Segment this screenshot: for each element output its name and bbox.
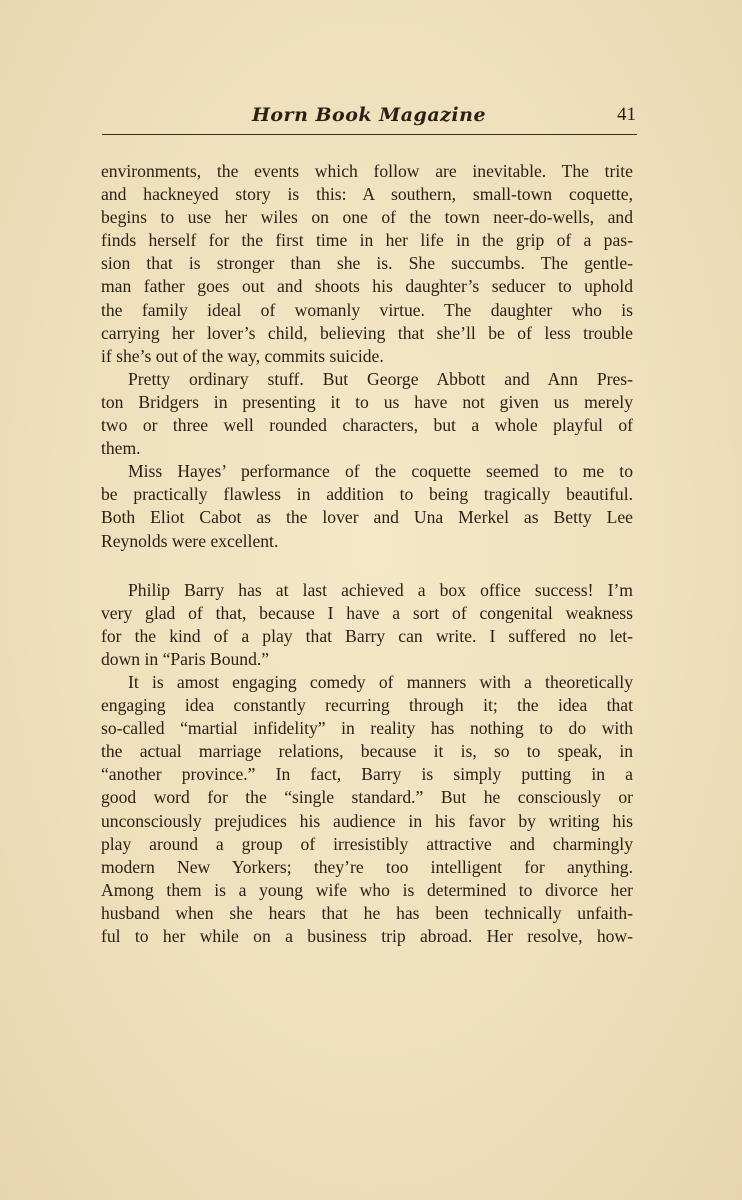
text-line: husband when she hears that he has been technically unfaith- (101, 902, 633, 923)
section-gap (101, 553, 633, 579)
paragraph (101, 460, 633, 552)
text-line: Both Eliot Cabot as the lover and Una Merkel as Betty Lee (101, 507, 633, 528)
text-line: unconsciously prejudices his audience in his favor by writing his (101, 810, 633, 831)
text-line: Among them is a young wife who is determined to divorce her (101, 879, 633, 900)
text-line: Miss Hayes’ performance of the coquette seemed to me to (128, 461, 633, 482)
paragraph (101, 160, 633, 368)
header-rule (102, 134, 637, 135)
text-line: ton Bridgers in presenting it to us have not given us merely (101, 391, 633, 412)
page-number: 41 (617, 104, 636, 125)
text-line: for the kind of a play that Barry can write. I suffered no let- (101, 625, 633, 646)
journal-title: Horn Book Magazine (251, 104, 487, 126)
text-line: play around a group of irresistibly attractive and charmingly (101, 833, 633, 854)
text-line: Reynolds were excellent. (101, 530, 279, 551)
text-line: environments, the events which follow are inevitable. The trite (101, 161, 633, 181)
text-line: carrying her lover’s child, believing that she’ll be of less trouble (101, 322, 633, 343)
text-line: very glad of that, because I have a sort of congenital weakness (101, 602, 633, 623)
text-line: the family ideal of womanly virtue. The daughter who is (101, 299, 633, 320)
text-line: so-called “martial infidelity” in reality has nothing to do with (101, 718, 633, 739)
text-line: them. (101, 438, 141, 459)
text-line: Philip Barry has at last achieved a box office success! I’m (128, 579, 633, 600)
text-line: “another province.” In fact, Barry is simply putting in a (101, 764, 633, 785)
paragraph (101, 671, 633, 948)
text-line: It is amost engaging comedy of manners with a theoretically (128, 671, 633, 692)
paragraph (101, 579, 633, 671)
text-line: be practically flawless in addition to being tragically beautiful. (101, 484, 633, 505)
text-line: Pretty ordinary stuff. But George Abbott and Ann Pres- (128, 368, 633, 389)
text-line: sion that is stronger than she is. She succumbs. The gentle- (101, 253, 633, 274)
body-text (101, 160, 633, 948)
paragraph (101, 368, 633, 460)
text-line: if she’s out of the way, commits suicide. (101, 345, 384, 366)
text-line: and hackneyed story is this: A southern, small-town coquette, (101, 184, 633, 205)
running-header (100, 104, 638, 134)
text-line: good word for the “single standard.” But he consciously or (101, 787, 633, 808)
text-line: begins to use her wiles on one of the town neer-do-wells, and (101, 207, 633, 228)
text-line: the actual marriage relations, because it is, so to speak, in (101, 741, 633, 762)
text-line: man father goes out and shoots his daughter’s seducer to uphold (101, 276, 633, 297)
text-line: finds herself for the first time in her life in the grip of a pas- (101, 230, 633, 251)
text-line: engaging idea constantly recurring through it; the idea that (101, 695, 633, 716)
text-line: two or three well rounded characters, but a whole playful of (101, 415, 633, 436)
text-line: modern New Yorkers; they’re too intelligent for anything. (101, 856, 633, 877)
text-line: ful to her while on a business trip abroad. Her resolve, how- (101, 926, 633, 946)
text-line: down in “Paris Bound.” (101, 648, 270, 669)
